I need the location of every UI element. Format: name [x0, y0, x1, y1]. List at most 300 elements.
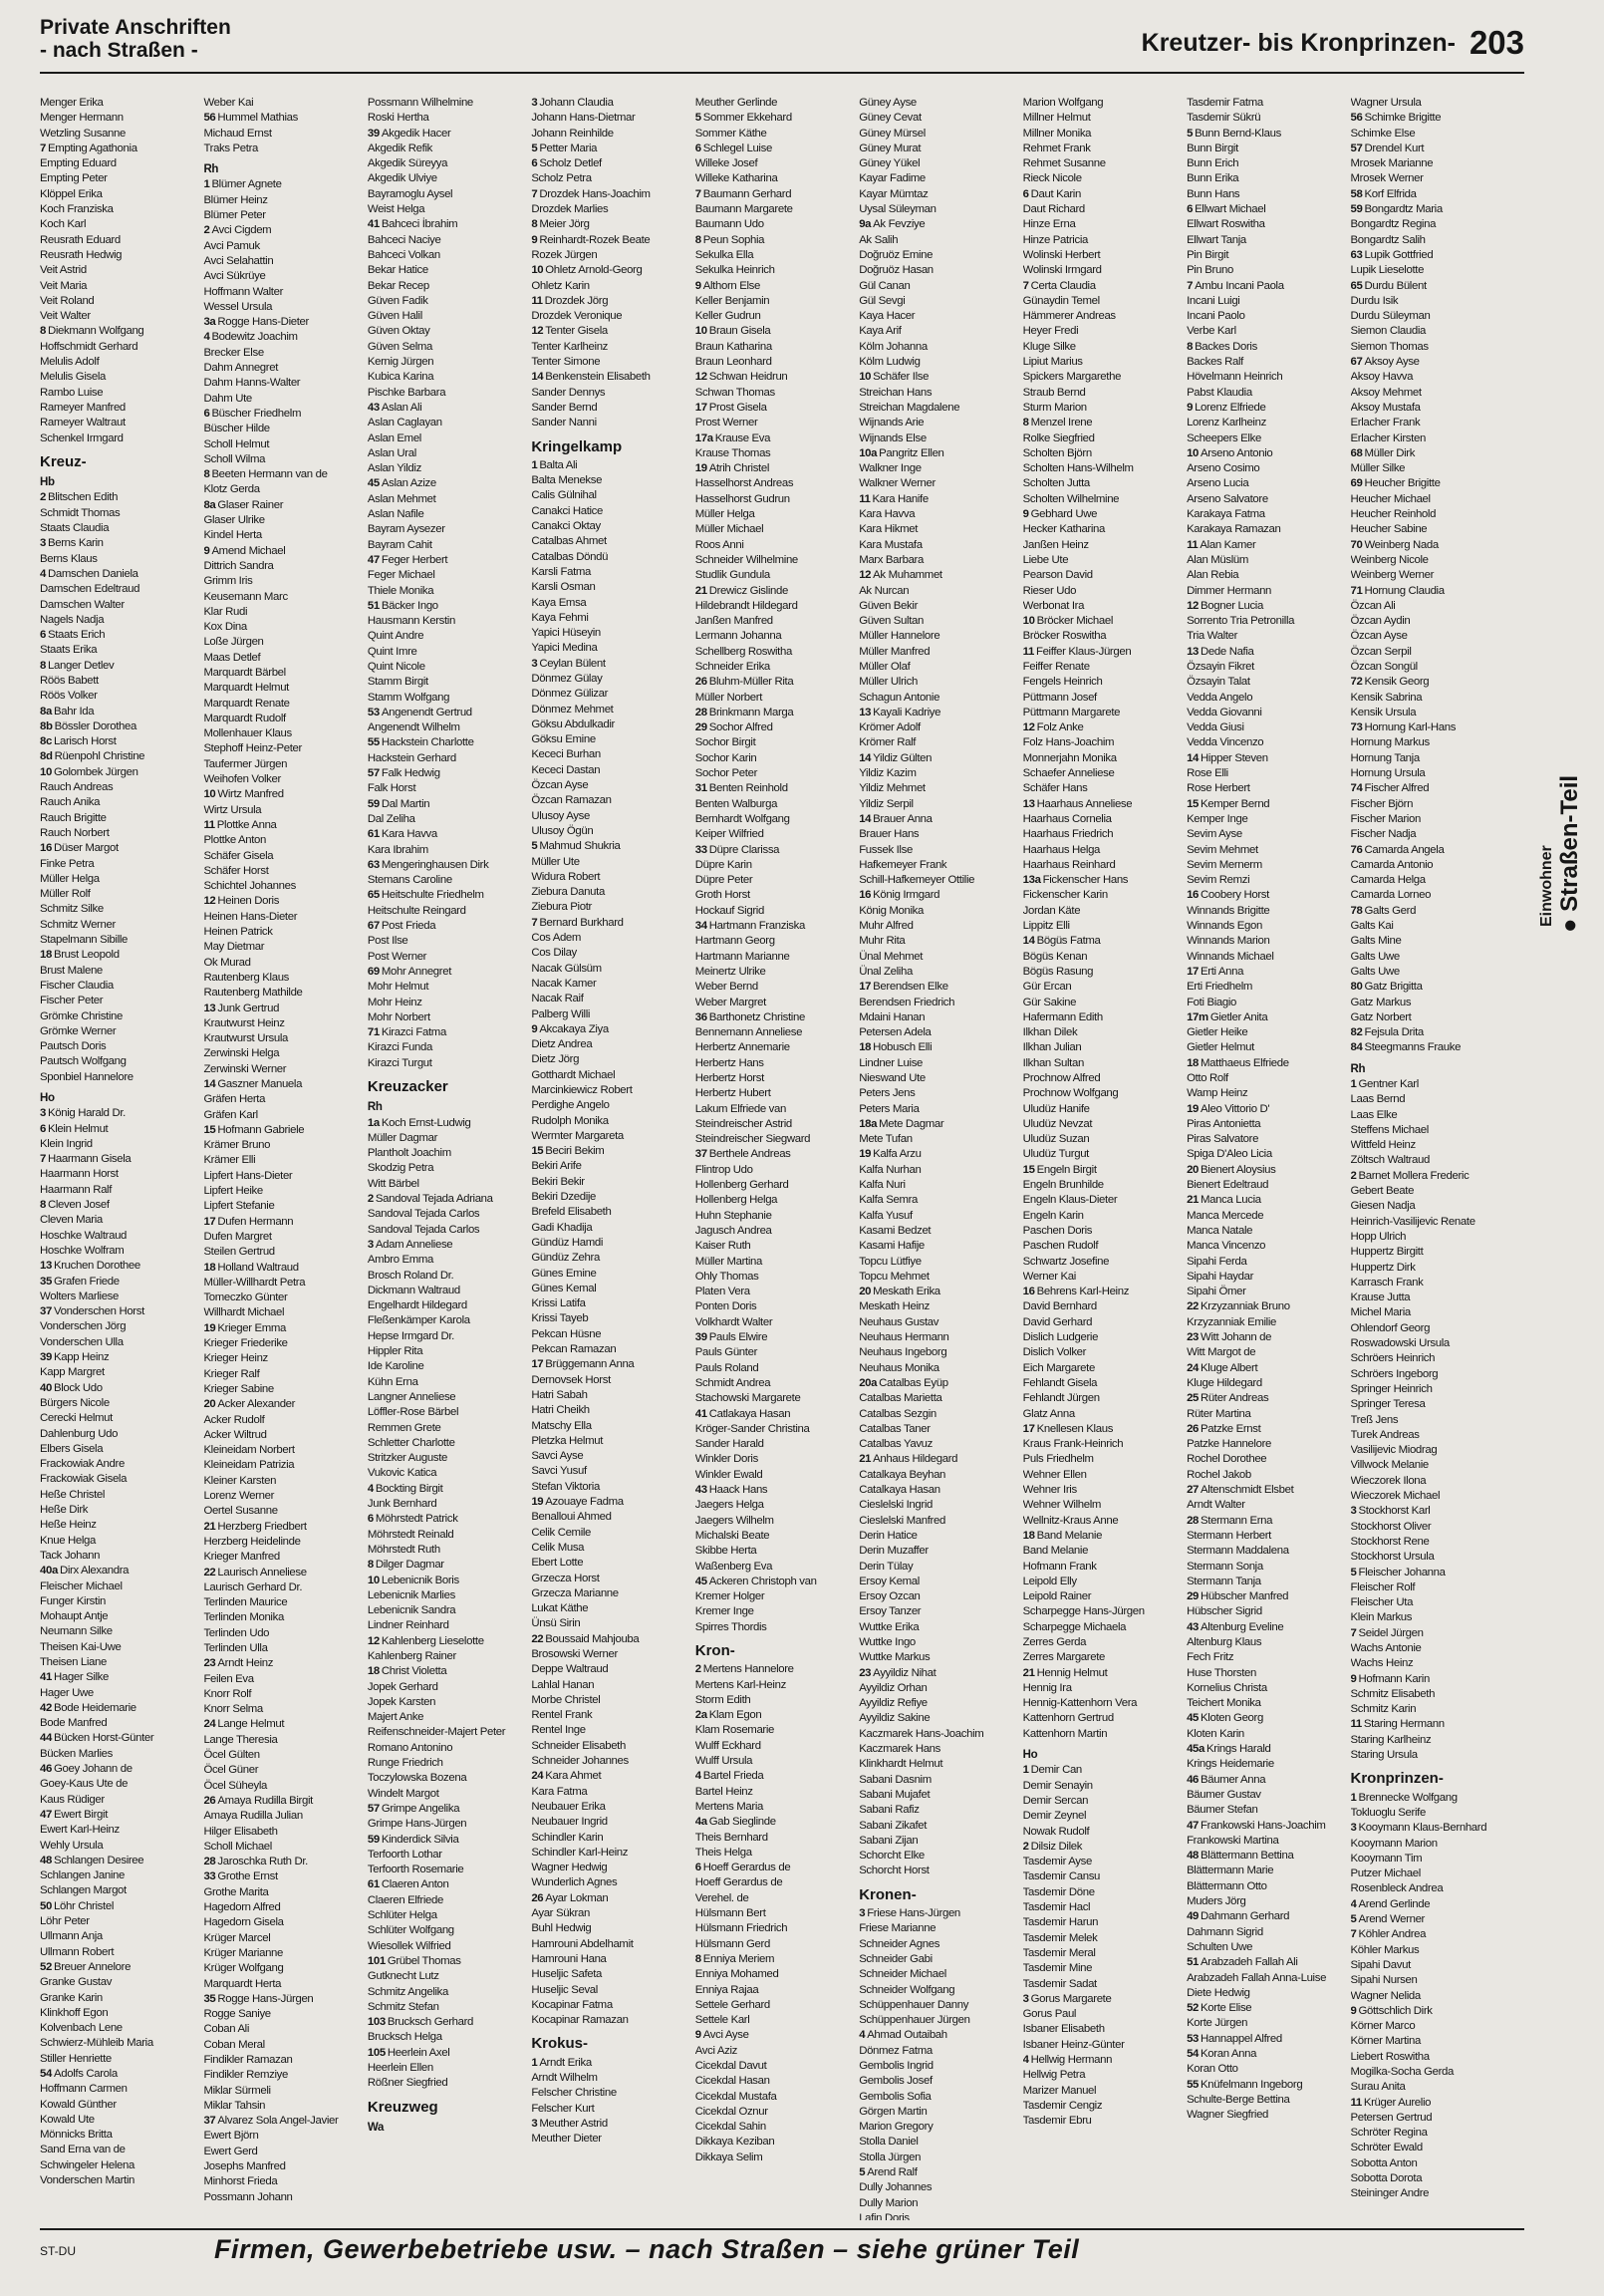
resident-entry: 47 Frankowski Hans-Joachim [1187, 1819, 1326, 1832]
resident-entry: Kluge Silke [1022, 340, 1076, 353]
resident-entry: Wuttke Markus [859, 1651, 931, 1664]
resident-entry: Canakci Oktay [531, 520, 601, 533]
resident-entry: Bekiri Arife [531, 1160, 582, 1173]
resident-entry: 9a Ak Fevziye [859, 218, 926, 231]
resident-entry: 3 Kooymann Klaus-Bernhard [1350, 1822, 1487, 1835]
resident-entry: 59 Kinderdick Silvia [367, 1833, 459, 1846]
resident-entry: Mertens Karl-Heinz [694, 1678, 786, 1691]
resident-entry: 45a Krings Harald [1187, 1743, 1271, 1756]
resident-entry: Scholten Björn [1022, 446, 1092, 459]
resident-entry: Kayar Mümtaz [859, 187, 929, 200]
resident-entry: Wittfeld Heinz [1350, 1139, 1416, 1152]
resident-entry: 56 Hummel Mathias [203, 112, 298, 125]
footer-code: ST-DU [40, 2244, 76, 2258]
resident-entry: Vonderschen Ulla [40, 1335, 124, 1348]
resident-entry: 19 Kalfa Arzu [859, 1148, 922, 1161]
house-number: 7 [531, 916, 538, 929]
resident-entry: 21 Hennig Helmut [1022, 1666, 1108, 1679]
resident-entry: Gatz Norbert [1350, 1010, 1412, 1023]
house-number: 23 [859, 1666, 872, 1679]
house-number: 5 [859, 2166, 866, 2179]
resident-entry: Veit Roland [40, 294, 95, 307]
resident-entry: 50 Löhr Christel [40, 1899, 115, 1912]
house-number: 103 [367, 2016, 386, 2029]
header-subtitle: - nach Straßen - [40, 39, 198, 62]
resident-entry: Keller Benjamin [694, 294, 770, 307]
resident-entry: 7 Drozdek Hans-Joachim [531, 187, 651, 200]
house-number: 26 [531, 1891, 544, 1904]
house-number: 59 [367, 1833, 380, 1846]
resident-entry: Avci Aziz [694, 2044, 737, 2057]
resident-entry: Nacak Raif [531, 993, 584, 1005]
resident-entry: Rauch Norbert [40, 826, 110, 839]
resident-entry: 14 Gaszner Manuela [203, 1078, 303, 1090]
resident-entry: Stiller Henriette [40, 2052, 112, 2065]
resident-entry: Drozdek Veronique [531, 310, 623, 323]
resident-entry: Calis Gülnihal [531, 489, 597, 502]
resident-entry: Volkhardt Walter [694, 1315, 773, 1328]
resident-entry: Scholl Helmut [203, 437, 270, 450]
resident-entry: Krause Thomas [694, 446, 771, 459]
house-number: 20 [1187, 1163, 1200, 1176]
resident-entry: Kara Mustafa [859, 538, 923, 551]
resident-entry: Winkler Ewald [694, 1468, 763, 1481]
resident-entry: Bekiri Dzedije [531, 1191, 597, 1204]
resident-entry: Hülsmann Gerd [694, 1937, 770, 1950]
resident-entry: Pautsch Wolfgang [40, 1055, 127, 1068]
resident-entry: Huhn Stephanie [694, 1209, 772, 1222]
resident-entry: Kühn Erna [367, 1375, 418, 1388]
resident-entry: Bekiri Bekir [531, 1175, 585, 1188]
resident-entry: Kremer Inge [694, 1605, 754, 1618]
resident-entry: 11 Plottke Anna [203, 818, 277, 831]
resident-entry: Millner Monika [1022, 127, 1092, 140]
resident-entry: Scheepers Elke [1187, 431, 1261, 444]
resident-entry: Prochnow Wolfgang [1022, 1087, 1119, 1100]
resident-entry: Peters Jens [859, 1087, 916, 1100]
resident-entry: Janßen Manfred [694, 615, 773, 628]
resident-entry: Stermann Maddalena [1187, 1545, 1289, 1558]
resident-entry: 65 Durdu Bülent [1350, 279, 1427, 292]
resident-entry: Granke Gustav [40, 1976, 113, 1989]
resident-entry: 8 Dilger Dagmar [367, 1559, 444, 1572]
house-number: 9 [1350, 2004, 1357, 2017]
resident-entry: 7 Seidel Jürgen [1350, 1626, 1424, 1639]
house-number: 23 [1187, 1331, 1200, 1344]
resident-entry: Haarhaus Cornelia [1022, 812, 1112, 825]
resident-entry: Pearson David [1022, 569, 1093, 582]
resident-entry: 63 Lupik Gottfried [1350, 248, 1434, 261]
house-number: 17 [859, 981, 872, 994]
resident-entry: 63 Mengeringhausen Dirk [367, 858, 489, 871]
resident-entry: Heinen Hans-Dieter [203, 910, 298, 923]
resident-entry: Hildebrandt Hildegard [694, 599, 798, 612]
resident-entry: Fleßenkämper Karola [367, 1314, 470, 1327]
resident-entry: Krieger Heinz [203, 1352, 268, 1365]
resident-entry: Willeke Katharina [694, 172, 778, 185]
directory-column [368, 96, 531, 2220]
house-number: 43 [694, 1484, 707, 1497]
resident-entry: Schulten Uwe [1187, 1940, 1253, 1953]
resident-entry: Kleiner Karsten [203, 1474, 277, 1487]
house-number: 5 [1187, 127, 1194, 140]
house-number: 3 [859, 1907, 866, 1920]
street-heading: Kreuzacker [367, 1078, 448, 1095]
resident-entry: Blümer Peter [203, 209, 266, 222]
house-number: 3 [40, 537, 46, 550]
house-number: 18 [40, 949, 52, 962]
resident-entry: David Gerhard [1022, 1315, 1093, 1328]
resident-entry: Steilen Gertrud [203, 1246, 275, 1259]
house-number: 55 [367, 736, 380, 749]
house-number: 4a [694, 1816, 707, 1829]
resident-entry: Krüger Wolfgang [203, 1962, 284, 1975]
resident-entry: Schletter Charlotte [367, 1436, 455, 1449]
resident-entry: 2 Sandoval Tejada Adriana [367, 1193, 493, 1206]
resident-entry: Liebert Roswitha [1350, 2050, 1430, 2063]
house-number: 39 [367, 127, 380, 140]
house-number: 9 [694, 279, 701, 292]
resident-entry: Ilkhan Julian [1022, 1041, 1082, 1054]
resident-entry: 9 Amend Michael [203, 544, 286, 557]
resident-entry: Hellwig Petra [1022, 2069, 1086, 2082]
resident-entry: Sorrento Tria Petronilla [1187, 615, 1295, 628]
resident-entry: Güney Murat [859, 142, 922, 154]
resident-entry: 76 Camarda Angela [1350, 843, 1445, 856]
house-number: 28 [203, 1856, 216, 1868]
resident-entry: 11 Drozdek Jörg [531, 294, 609, 307]
resident-entry: Huppertz Birgitt [1350, 1246, 1424, 1259]
resident-entry: Celik Cemile [531, 1526, 592, 1539]
resident-entry: 27 Altenschmidt Elsbet [1187, 1484, 1294, 1497]
resident-entry: Avci Sükrüye [203, 270, 266, 283]
resident-entry: 68 Müller Dirk [1350, 446, 1416, 459]
directory-columns [40, 96, 1514, 2220]
resident-entry: Vukovic Katica [367, 1467, 437, 1480]
resident-entry: Cos Adem [531, 932, 582, 945]
resident-entry: Empting Peter [40, 172, 108, 185]
resident-entry: Rehmet Susanne [1022, 157, 1106, 170]
house-number: 68 [1350, 446, 1363, 459]
resident-entry: Schulte-Berge Bettina [1187, 2093, 1290, 2106]
resident-entry: Groth Horst [694, 889, 750, 902]
house-number: 5 [1350, 1913, 1357, 1926]
resident-entry: Müller Rolf [40, 888, 91, 901]
resident-entry: 8b Bössler Dorothea [40, 719, 136, 732]
resident-entry: Runge Friedrich [367, 1757, 443, 1770]
house-number: 9 [203, 544, 210, 557]
resident-entry: Heße Heinz [40, 1519, 97, 1532]
resident-entry: Haarhaus Helga [1022, 843, 1101, 856]
resident-entry: Nacak Gülsüm [531, 962, 602, 975]
resident-entry: 8 Cleven Josef [40, 1199, 110, 1212]
resident-entry: Aslan Emel [367, 431, 421, 444]
house-number: 4 [367, 1482, 374, 1495]
resident-entry: 13 Kruchen Dorothee [40, 1260, 140, 1273]
resident-entry: Weinberg Werner [1350, 569, 1435, 582]
resident-entry: Körner Martina [1350, 2035, 1421, 2048]
resident-entry: Sobotta Dorota [1350, 2172, 1423, 2185]
resident-entry: Buhl Hedwig [531, 1922, 592, 1935]
resident-entry: Rentel Inge [531, 1724, 586, 1737]
resident-entry: Arseno Lucia [1187, 477, 1249, 490]
resident-entry: Lebenicnik Sandra [367, 1604, 456, 1617]
resident-entry: Fickenscher Karin [1022, 889, 1108, 902]
resident-entry: Gembolis Ingrid [859, 2060, 934, 2072]
house-number: 24 [203, 1718, 216, 1731]
resident-entry: Melulis Adolf [40, 356, 100, 369]
resident-entry: 12 Heinen Doris [203, 895, 280, 908]
resident-entry: Bayramoglu Aysel [367, 187, 453, 200]
district-label: Ho [1022, 1749, 1038, 1762]
house-number: 56 [203, 112, 216, 125]
resident-entry: Kluge Hildegard [1187, 1376, 1262, 1389]
resident-entry: Dönmez Fatma [859, 2044, 933, 2057]
resident-entry: Tenter Karlheinz [531, 340, 609, 353]
resident-entry: Aslan Yildiz [367, 462, 421, 475]
resident-entry: Sevim Mehmet [1187, 843, 1258, 856]
resident-entry: Schagun Antonie [859, 691, 940, 704]
resident-entry: Monnerjahn Monika [1022, 751, 1117, 764]
resident-entry: Schmitz Elisabeth [1350, 1687, 1436, 1700]
resident-entry: Rochel Dorothee [1187, 1453, 1267, 1466]
resident-entry: Knorr Selma [203, 1703, 263, 1716]
resident-entry: Göksu Emine [531, 733, 596, 746]
resident-entry: Ulusoy Ögün [531, 824, 594, 837]
resident-entry: Roswadowski Ursula [1350, 1337, 1450, 1350]
resident-entry: Fech Fritz [1187, 1651, 1234, 1664]
house-number: 5 [694, 112, 701, 125]
resident-entry: 20a Catalbas Eyüp [859, 1376, 948, 1389]
resident-entry: Feger Michael [367, 569, 435, 582]
resident-entry: Kalfa Nuri [859, 1179, 906, 1192]
resident-entry: Schindler Karin [531, 1831, 604, 1844]
resident-entry: Neubauer Erika [531, 1800, 606, 1813]
resident-entry: Oertel Susanne [203, 1505, 278, 1518]
resident-entry: Ziebura Piotr [531, 901, 592, 914]
house-number: 47 [1187, 1819, 1200, 1832]
resident-entry: Flintrop Udo [694, 1163, 753, 1176]
resident-entry: Haarmann Horst [40, 1168, 119, 1181]
house-number: 21 [1187, 1194, 1200, 1207]
resident-entry: Rolke Siegfried [1022, 431, 1095, 444]
resident-entry: 46 Bäumer Anna [1187, 1773, 1266, 1786]
house-number: 2 [1022, 1840, 1029, 1853]
house-number: 31 [694, 782, 707, 795]
resident-entry: 8c Larisch Horst [40, 735, 117, 748]
house-number: 82 [1350, 1026, 1363, 1039]
resident-entry: 28 Brinkmann Marga [694, 706, 794, 718]
house-number: 45 [694, 1575, 707, 1587]
resident-entry: Mohr Norbert [367, 1010, 430, 1023]
house-number: 20 [859, 1286, 872, 1298]
resident-entry: Tasdemir Cengiz [1022, 2099, 1103, 2112]
resident-entry: Dislich Volker [1022, 1346, 1087, 1359]
resident-entry: Rose Elli [1187, 767, 1228, 780]
house-number: 53 [367, 706, 380, 718]
resident-entry: Hamrouni Abdelhamit [531, 1937, 634, 1950]
resident-entry: Stemans Caroline [367, 874, 452, 887]
resident-entry: Findikler Ramazan [203, 2054, 293, 2066]
resident-entry: Bunn Erich [1187, 157, 1239, 170]
resident-entry: Staring Karlheinz [1350, 1733, 1432, 1746]
resident-entry: Günes Kemal [531, 1282, 597, 1294]
resident-entry: Krüger Marianne [203, 1946, 284, 1959]
resident-entry: Quint Andre [367, 630, 424, 643]
resident-entry: Özcan Serpil [1350, 645, 1412, 658]
resident-entry: 59 Bongardtz Maria [1350, 203, 1443, 216]
resident-entry: 45 Ackeren Christoph van [694, 1575, 817, 1587]
resident-entry: Fehlandt Gisela [1022, 1376, 1098, 1389]
resident-entry: Terlinden Udo [203, 1626, 270, 1639]
house-number: 12 [203, 895, 216, 908]
resident-entry: Hausmann Kerstin [367, 615, 455, 628]
resident-entry: 6 Daut Karin [1022, 187, 1081, 200]
resident-entry: Kolvenbach Lene [40, 2022, 123, 2035]
resident-entry: Bayram Aysezer [367, 523, 445, 536]
resident-entry: 53 Hannappel Alfred [1187, 2032, 1282, 2045]
resident-entry: Bekar Hatice [367, 264, 428, 277]
resident-entry: Stachowski Margarete [694, 1392, 801, 1405]
resident-entry: Arndt Wilhelm [531, 2072, 598, 2084]
resident-entry: 67 Aksoy Ayse [1350, 356, 1420, 369]
resident-entry: Hagedorn Alfred [203, 1901, 281, 1914]
resident-entry: 13 Haarhaus Anneliese [1022, 797, 1133, 810]
house-number: 17 [531, 1358, 544, 1371]
resident-entry: Özcan Ali [1350, 599, 1396, 612]
house-number: 3 [531, 97, 538, 109]
house-number: 15 [1022, 1163, 1035, 1176]
resident-entry: Feiffer Renate [1022, 660, 1090, 673]
resident-entry: Özcan Ramazan [531, 794, 612, 807]
house-number: 105 [367, 2046, 386, 2059]
resident-entry: Kernig Jürgen [367, 356, 434, 369]
resident-entry: 34 Hartmann Franziska [694, 920, 805, 933]
resident-entry: Siemon Claudia [1350, 325, 1427, 338]
resident-entry: 3 Meuther Astrid [531, 2117, 608, 2130]
house-number: 4 [203, 331, 210, 344]
resident-entry: Schorcht Elke [859, 1850, 925, 1863]
resident-entry: Gietler Helmut [1187, 1041, 1254, 1054]
resident-entry: Savci Yusuf [531, 1465, 587, 1478]
resident-entry: Puls Friedhelm [1022, 1453, 1094, 1466]
resident-entry: Catalbas Marietta [859, 1392, 942, 1405]
resident-entry: Veit Walter [40, 310, 91, 323]
resident-entry: Jopek Karsten [367, 1695, 436, 1708]
resident-entry: 47 Feger Herbert [367, 553, 448, 566]
resident-entry: 5 Bunn Bernd-Klaus [1187, 127, 1281, 140]
resident-entry: Rameyer Manfred [40, 401, 126, 414]
resident-entry: Canakci Hatice [531, 504, 604, 517]
resident-entry: Kensik Sabrina [1350, 691, 1423, 704]
resident-entry: Heinrich-Vasilijevic Renate [1350, 1215, 1475, 1228]
resident-entry: Schneider Wilhelmine [694, 553, 798, 566]
resident-entry: 18 Band Melanie [1022, 1529, 1103, 1542]
resident-entry: Leipold Rainer [1022, 1590, 1092, 1603]
resident-entry: Kaczmarek Hans [859, 1743, 941, 1756]
resident-entry: Hinze Patricia [1022, 233, 1088, 246]
resident-entry: Aslan Nafile [367, 508, 424, 521]
house-number: 36 [694, 1010, 707, 1023]
resident-entry: Günes Emine [531, 1267, 597, 1280]
resident-entry: 33 Grothe Ernst [203, 1870, 278, 1883]
house-number: 2 [1350, 1169, 1357, 1182]
resident-entry: Dahm Ute [203, 392, 252, 405]
house-number: 80 [1350, 981, 1363, 994]
resident-entry: 6 Scholz Detlef [531, 157, 602, 170]
house-number: 3 [1350, 1822, 1357, 1835]
resident-entry: Schröter Regina [1350, 2127, 1428, 2140]
header-right [1142, 24, 1524, 62]
resident-entry: Hornung Ursula [1350, 767, 1426, 780]
resident-entry: Wamp Heinz [1187, 1087, 1248, 1100]
resident-entry: Siemon Thomas [1350, 340, 1429, 353]
resident-entry: Tokluoglu Serife [1350, 1806, 1426, 1819]
resident-entry: Gül Sevgi [859, 294, 906, 307]
resident-entry: 18 Matthaeus Elfriede [1187, 1056, 1289, 1069]
resident-entry: Yildiz Serpil [859, 797, 914, 810]
resident-entry: Spirres Thordis [694, 1620, 767, 1633]
resident-entry: 8a Bahr Ida [40, 705, 95, 718]
resident-entry: Kaczmarek Hans-Joachim [859, 1727, 984, 1740]
resident-entry: Dully Marion [859, 2196, 919, 2209]
resident-entry: Kubica Karina [367, 371, 434, 384]
house-number: 49 [1187, 1910, 1200, 1923]
resident-entry: Altenburg Klaus [1187, 1635, 1262, 1648]
resident-entry: 20 Acker Alexander [203, 1398, 296, 1411]
resident-entry: Müller Hannelore [859, 630, 940, 643]
resident-entry: Taufermer Jürgen [203, 757, 288, 770]
resident-entry: Marquardt Rudolf [203, 712, 286, 724]
resident-entry: Yildiz Kazim [859, 767, 917, 780]
resident-entry: Meuther Dieter [531, 2133, 602, 2146]
house-number: 52 [40, 1960, 52, 1973]
resident-entry: 22 Krzyzanniak Bruno [1187, 1300, 1290, 1313]
resident-entry: Braun Leonhard [694, 356, 772, 369]
resident-entry: 12 Folz Anke [1022, 721, 1084, 734]
resident-entry: 2 Dilsiz Dilek [1022, 1840, 1083, 1853]
resident-entry: Derin Tülay [859, 1560, 914, 1573]
resident-entry: Erti Friedhelm [1187, 981, 1253, 994]
resident-entry: Cicekdal Sahin [694, 2121, 766, 2134]
resident-entry: Blümer Heinz [203, 193, 268, 206]
resident-entry: Vedda Giovanni [1187, 706, 1262, 718]
resident-entry: Karsli Fatma [531, 565, 592, 578]
resident-entry: 9 Göttschlich Dirk [1350, 2004, 1433, 2017]
resident-entry: Akgedik Ulviye [367, 172, 437, 185]
resident-entry: Özcan Ayse [531, 779, 589, 792]
resident-entry: 5 Arend Werner [1350, 1913, 1425, 1926]
resident-entry: Fengels Heinrich [1022, 676, 1103, 689]
resident-entry: Rieser Udo [1022, 584, 1077, 597]
resident-entry: Heucher Sabine [1350, 523, 1428, 536]
house-number: 17 [694, 401, 707, 414]
resident-entry: 47 Ewert Birgit [40, 1808, 109, 1821]
resident-entry: Ulusoy Ayse [531, 809, 590, 822]
resident-entry: Uludüz Hanife [1022, 1102, 1090, 1115]
resident-entry: 9 Avci Ayse [694, 2029, 749, 2042]
resident-entry: 84 Steegmanns Frauke [1350, 1041, 1462, 1054]
house-number: 41 [40, 1671, 52, 1684]
resident-entry: Willeke Josef [694, 157, 758, 170]
resident-entry: Claeren Elfriede [367, 1893, 443, 1906]
resident-entry: Damschen Walter [40, 598, 125, 611]
house-number: 26 [694, 676, 707, 689]
resident-entry: Villwock Melanie [1350, 1459, 1429, 1472]
resident-entry: 37 Berthele Andreas [694, 1148, 791, 1161]
resident-entry: 17 Erti Anna [1187, 965, 1244, 978]
house-number: 1 [531, 458, 538, 471]
